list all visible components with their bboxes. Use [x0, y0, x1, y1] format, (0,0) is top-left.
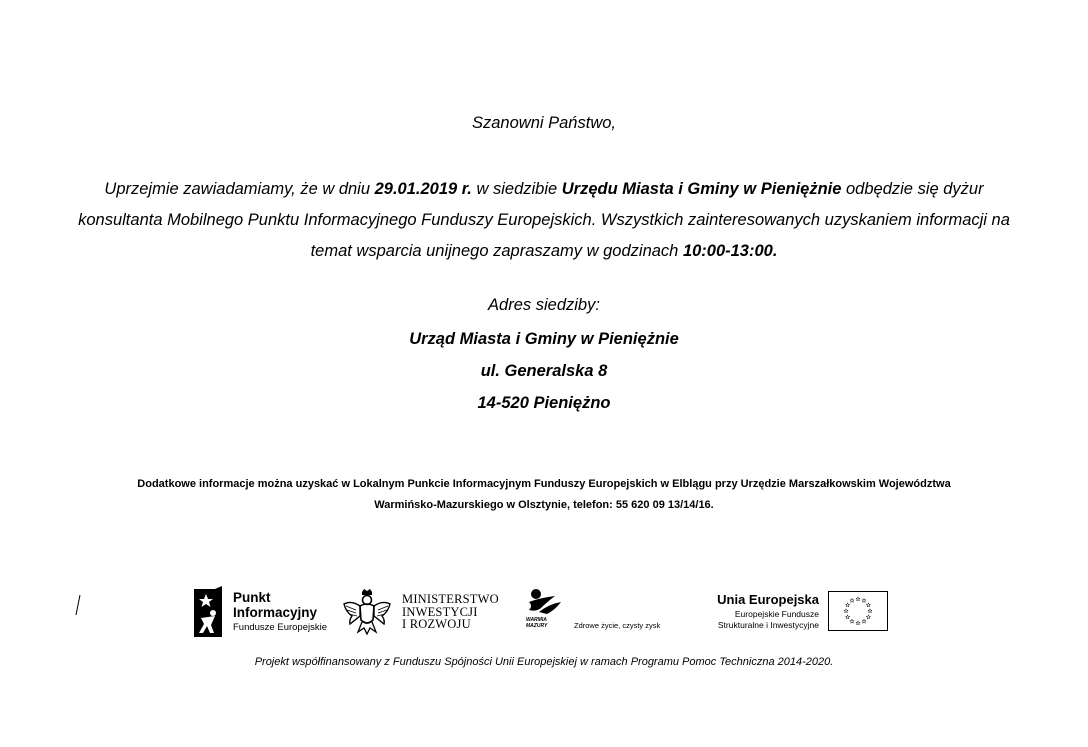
office-name: Urzędu Miasta i Gminy w Pieniężnie	[561, 180, 842, 198]
note-line-1: Dodatkowe informacje można uzyskać w Lokalnym Punkcie Informacyjnym Funduszy Europejskich w Elblągu przy Urzędzie Marszałkowskim Województwa	[137, 478, 951, 490]
punkt-informacyjny-logo	[193, 585, 333, 639]
punkt-informacyjny-emblem-icon	[193, 585, 223, 639]
address-street: ul. Generalska 8	[480, 362, 608, 380]
consultation-hours: 10:00-13:00.	[682, 242, 778, 260]
ministry-name	[402, 593, 499, 631]
ministry-line-1: MINISTERSTWO	[402, 592, 499, 606]
white-eagle-emblem-icon	[342, 588, 392, 636]
eu-logo-line-1: Unia Europejska	[717, 592, 819, 607]
warmia-mazury-logo	[525, 588, 675, 634]
ministry-logo	[342, 588, 517, 638]
warmia-word: WARMIA	[526, 617, 547, 623]
ministry-line-3: I ROZWOJU	[402, 617, 471, 631]
ministry-line-2: INWESTYCJI	[402, 604, 478, 619]
address-office: Urząd Miasta i Gminy w Pieniężnie	[409, 330, 679, 348]
eu-logo-line-3: Strukturalne i Inwestycyjne	[717, 620, 819, 630]
eu-funds-logo	[703, 590, 893, 636]
address-label: Adres siedziby:	[488, 296, 600, 314]
warmia-mazury-emblem-icon	[525, 588, 565, 618]
announcement-paragraph	[70, 174, 1018, 267]
punkt-logo-line-3: Fundusze Europejskie	[233, 622, 327, 633]
warmia-mazury-wordmark	[526, 617, 547, 629]
punkt-logo-line-2: Informacyjny	[233, 605, 318, 620]
announcement-text-3: odbędzie się dyżur konsultanta Mobilnego Punktu Informacyjnego Funduszy Europejskich. Wszystkich zainteresowanych uzyskaniem informacji na temat wsparcia unijnego zapraszamy w godzinach	[78, 180, 1010, 260]
announcement-text-1: Uprzejmie zawiadamiamy, że w dniu	[104, 180, 375, 198]
punkt-logo-line-1: Punkt	[233, 590, 271, 605]
slash-mark	[74, 594, 82, 616]
eu-logo-line-2: Europejskie Fundusze	[734, 609, 819, 619]
cofinancing-footer: Projekt współfinansowany z Funduszu Spójności Unii Europejskiej w ramach Programu Pomoc Techniczna 2014-2020.	[254, 656, 834, 668]
eu-flag-icon	[828, 591, 888, 631]
consultation-date: 29.01.2019 r.	[374, 180, 472, 198]
additional-info-note	[60, 474, 1028, 516]
warmia-slogan: Zdrowe życie, czysty zysk	[574, 621, 661, 630]
note-line-2: Warmińsko-Mazurskiego w Olsztynie, telefon: 55 620 09 13/14/16.	[374, 499, 714, 511]
announcement-text-2: w siedzibie	[471, 180, 562, 198]
mazury-word: MAZURY	[526, 623, 548, 629]
greeting: Szanowni Państwo,	[472, 114, 616, 132]
address-postal: 14-520 Pieniężno	[477, 394, 611, 412]
